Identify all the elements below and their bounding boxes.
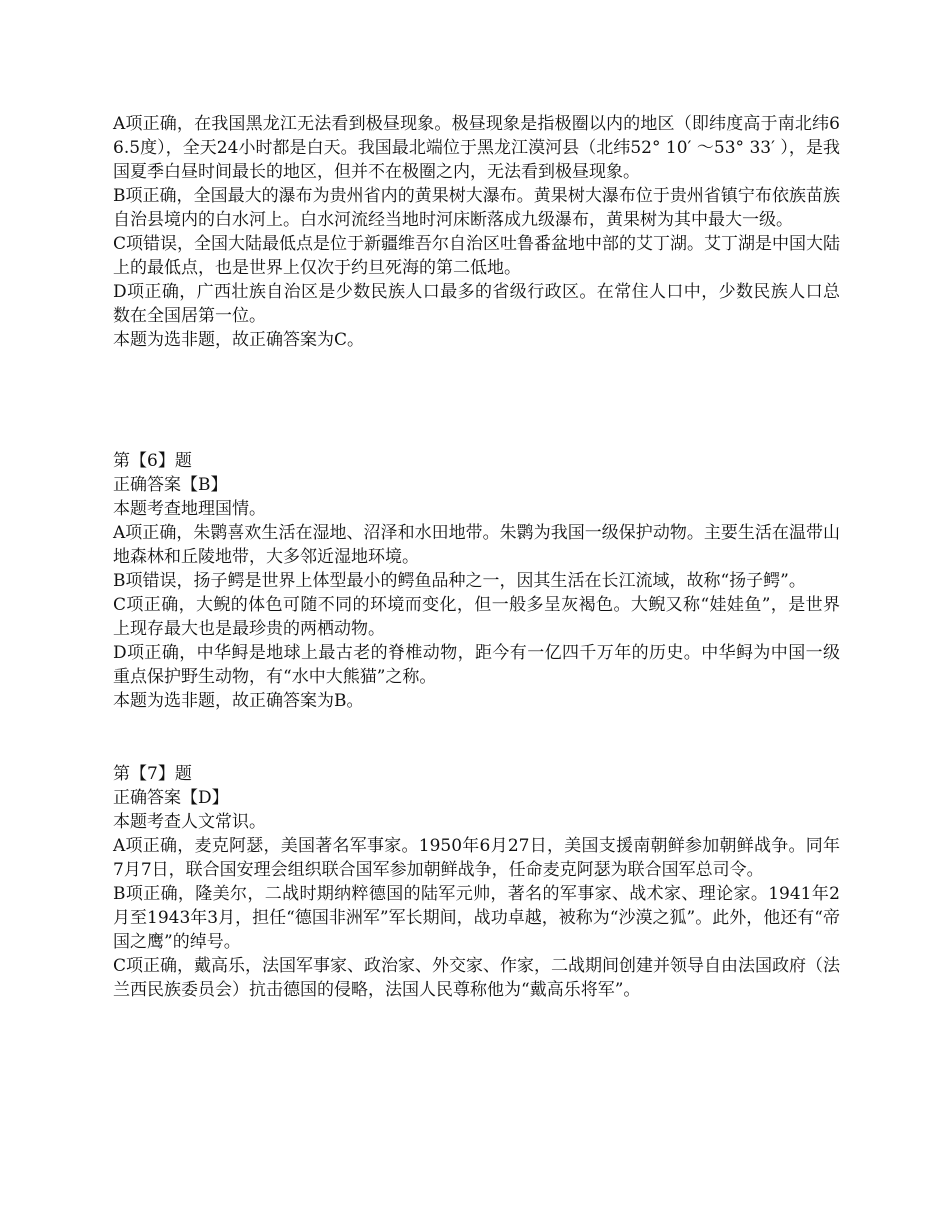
q5-option-b-explanation: B项正确，全国最大的瀑布为贵州省内的黄果树大瀑布。黄果树大瀑布位于贵州省镇宁布依族苗族自治县境内的白水河上。白水河流经当地时河床断落成九级瀑布，黄果树为其中最大一级。 [113, 186, 840, 230]
q6-title: 第【6】题 [113, 451, 192, 471]
document-body [113, 112, 840, 1002]
q6-answer: 正确答案【B】 [113, 475, 228, 495]
q7-option-b-explanation: B项正确，隆美尔，二战时期纳粹德国的陆军元帅，著名的军事家、战术家、理论家。1941年2月至1943年3月，担任“德国非洲军”军长期间，战功卓越，被称为“沙漠之狐”。此外，他还有“帝国之鹰”的绰号。 [113, 884, 840, 952]
q5-option-c-explanation: C项错误，全国大陆最低点是位于新疆维吾尔自治区吐鲁番盆地中部的艾丁湖。艾丁湖是中国大陆上的最低点，也是世界上仅次于约旦死海的第二低地。 [113, 234, 841, 278]
q5-option-d-explanation: D项正确，广西壮族自治区是少数民族人口最多的省级行政区。在常住人口中，少数民族人口总数在全国居第一位。 [113, 282, 840, 326]
q6-topic: 本题考查地理国情。 [113, 499, 266, 519]
q7-option-a-explanation: A项正确，麦克阿瑟，美国著名军事家。1950年6月27日，美国支援南朝鲜参加朝鲜战争。同年7月7日，联合国安理会组织联合国军参加朝鲜战争，任命麦克阿瑟为联合国军总司令。 [113, 836, 840, 880]
section-spacer [113, 352, 840, 449]
q7-topic: 本题考查人文常识。 [113, 812, 266, 832]
section-spacer [113, 713, 840, 762]
q6-option-a-explanation: A项正确，朱鹮喜欢生活在湿地、沼泽和水田地带。朱鹮为我国一级保护动物。主要生活在温带山地森林和丘陵地带，大多邻近湿地环境。 [113, 523, 840, 567]
q7-title: 第【7】题 [113, 764, 192, 784]
q7-answer: 正确答案【D】 [113, 788, 229, 808]
q5-conclusion: 本题为选非题，故正确答案为C。 [113, 330, 365, 350]
q6-conclusion: 本题为选非题，故正确答案为B。 [113, 691, 364, 711]
q6-option-b-explanation: B项错误，扬子鳄是世界上体型最小的鳄鱼品种之一，因其生活在长江流域，故称“扬子鳄”。 [113, 571, 806, 591]
q6-option-c-explanation: C项正确，大鲵的体色可随不同的环境而变化，但一般多呈灰褐色。大鲵又称“娃娃鱼”，是世界上现存最大也是最珍贵的两栖动物。 [113, 595, 840, 639]
q5-option-a-explanation: A项正确，在我国黑龙江无法看到极昼现象。极昼现象是指极圈以内的地区（即纬度高于南北纬66.5度），全天24小时都是白天。我国最北端位于黑龙江漠河县（北纬52° 10′ ～53° 33′ ），是我国夏季白昼时间最长的地区，但并不在极圈之内，无法看到极昼现象。 [113, 114, 840, 182]
q7-option-c-explanation: C项正确，戴高乐，法国军事家、政治家、外交家、作家，二战期间创建并领导自由法国政府（法兰西民族委员会）抗击德国的侵略，法国人民尊称他为“戴高乐将军”。 [113, 956, 841, 1000]
q6-option-d-explanation: D项正确，中华鲟是地球上最古老的脊椎动物，距今有一亿四千万年的历史。中华鲟为中国一级重点保护野生动物，有“水中大熊猫”之称。 [113, 643, 840, 687]
